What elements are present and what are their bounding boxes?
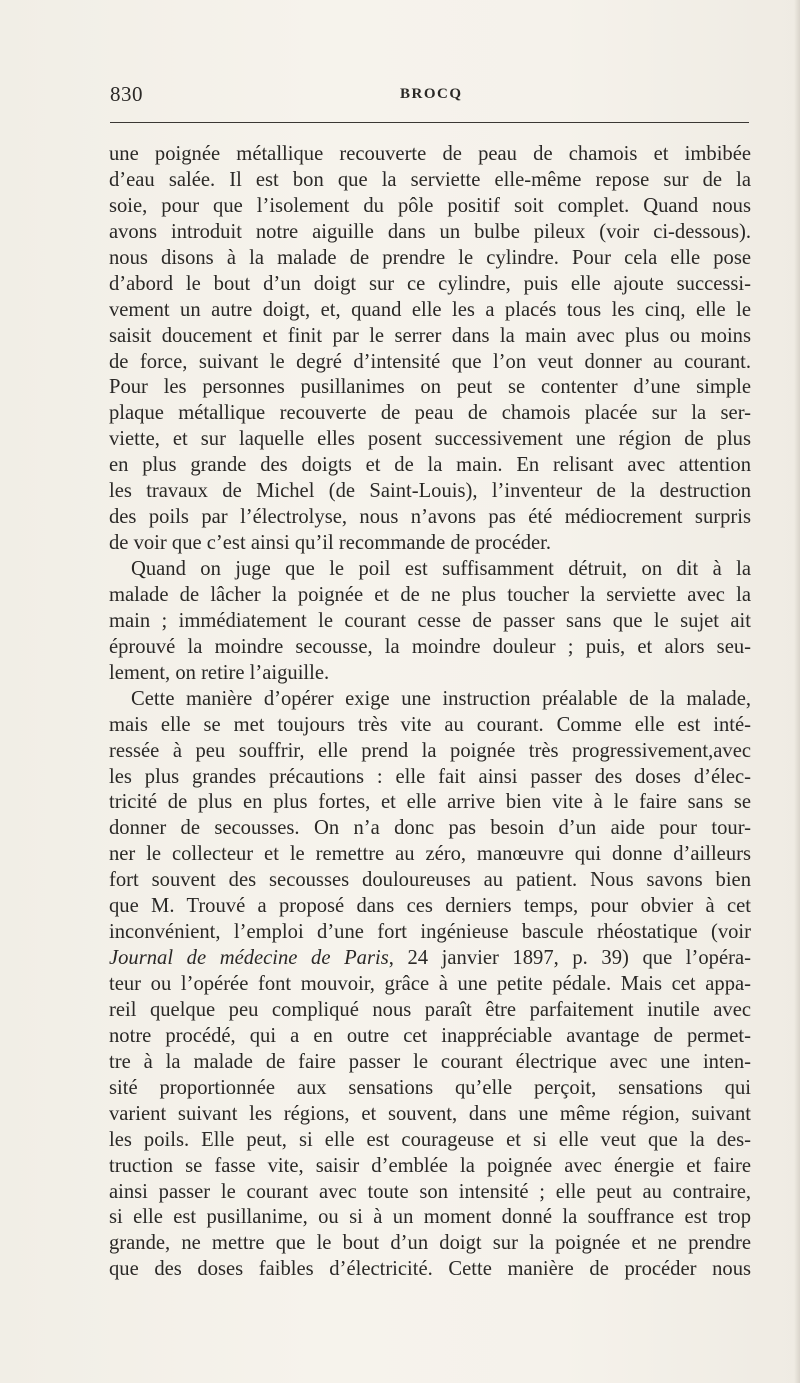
text-line: avons introduit notre aiguille dans un bulbe pileux (voir ci-dessous). [109, 220, 751, 243]
text-line: mais elle se met toujours très vite au courant. Comme elle est inté- [109, 713, 751, 736]
text-line: plaque métallique recouverte de peau de chamois placée sur la ser- [109, 402, 751, 425]
text-line: donner de secousses. On n’a donc pas besoin d’un aide pour tour- [109, 817, 751, 840]
text-line: grande, ne mettre que le bout d’un doigt sur la poignée et ne prendre [109, 1232, 751, 1255]
text-line: ainsi passer le courant avec toute son intensité ; elle peut au contraire, [109, 1180, 751, 1203]
page-number: 830 [110, 82, 143, 106]
text-line: en plus grande des doigts et de la main. En relisant avec attention [109, 454, 751, 477]
text-line: des poils par l’électrolyse, nous n’avons pas été médiocrement surpris [109, 506, 751, 529]
text-line: saisit doucement et finit par le serrer dans la main avec plus ou moins [109, 324, 751, 347]
text-line: les travaux de Michel (de Saint-Louis), l’inventeur de la destruction [109, 480, 751, 503]
text-line: tre à la malade de faire passer le courant électrique avec une inten- [109, 1050, 751, 1073]
header-rule [110, 122, 749, 123]
text-line: tricité de plus en plus fortes, et elle arrive bien vite à le faire sans se [109, 791, 751, 814]
text-line: que M. Trouvé a proposé dans ces derniers temps, pour obvier à cet [109, 895, 751, 918]
text-line: inconvénient, l’emploi d’une fort ingénieuse bascule rhéostatique (voir [109, 921, 751, 944]
text-line: de force, suivant le degré d’intensité que l’on veut donner au courant. [109, 350, 751, 373]
text-line: Quand on juge que le poil est suffisamment détruit, on dit à la [131, 558, 751, 580]
text-line: les poils. Elle peut, si elle est courageuse et si elle veut que la des- [109, 1128, 751, 1151]
text-line: nous disons à la malade de prendre le cylindre. Pour cela elle pose [109, 246, 751, 269]
text-line: notre procédé, qui a en outre cet inappréciable avantage de permet- [109, 1024, 751, 1047]
text-line: ner le collecteur et le remettre au zéro, manœuvre qui donne d’ailleurs [109, 843, 751, 866]
journal-title: Journal de médecine de Paris [109, 947, 389, 970]
text-line: d’abord le bout d’un doigt sur ce cylindre, puis elle ajoute successi- [109, 272, 751, 295]
body-text [109, 142, 751, 1283]
text-line: vement un autre doigt, et, quand elle les a placés tous les cinq, elle le [109, 298, 751, 321]
page-header [110, 82, 750, 112]
text-line: soie, pour que l’isolement du pôle positif soit complet. Quand nous [109, 194, 751, 217]
text-line: que des doses faibles d’électricité. Cette manière de procéder nous [109, 1258, 751, 1281]
page-edge-shadow [794, 0, 800, 1383]
citation-rest: , 24 janvier 1897, p. 39) que l’opéra- [388, 947, 751, 970]
text-line: si elle est pusillanime, ou si à un moment donné la souffrance est trop [109, 1206, 751, 1229]
text-line: malade de lâcher la poignée et de ne plus toucher la serviette avec la [109, 583, 751, 606]
running-head: BROCQ [400, 86, 463, 102]
text-line: d’eau salée. Il est bon que la serviette elle-même repose sur de la [109, 168, 751, 191]
text-line: varient suivant les régions, et souvent, dans une même région, suivant [109, 1102, 751, 1125]
text-line: sité proportionnée aux sensations qu’elle perçoit, sensations qui [109, 1076, 751, 1099]
text-line: ressée à peu souffrir, elle prend la poignée très progressivement,avec [109, 739, 751, 762]
text-line-with-citation [109, 946, 751, 972]
text-line: Pour les personnes pusillanimes on peut se contenter d’une simple [109, 376, 751, 399]
text-line: main ; immédiatement le courant cesse de passer sans que le sujet ait [109, 609, 751, 632]
text-line: reil quelque peu compliqué nous paraît être parfaitement inutile avec [109, 998, 751, 1021]
text-line: truction se fasse vite, saisir d’emblée la poignée avec énergie et faire [109, 1154, 751, 1177]
text-line: lement, on retire l’aiguille. [109, 661, 330, 684]
text-line: une poignée métallique recouverte de peau de chamois et imbibée [109, 143, 751, 165]
text-line: éprouvé la moindre secousse, la moindre douleur ; puis, et alors seu- [109, 635, 751, 658]
text-line: fort souvent des secousses douloureuses au patient. Nous savons bien [109, 869, 751, 892]
text-line: teur ou l’opérée font mouvoir, grâce à une petite pédale. Mais cet appa- [109, 973, 751, 995]
text-line: viette, et sur laquelle elles posent successivement une région de plus [109, 428, 751, 451]
text-line: Cette manière d’opérer exige une instruction préalable de la malade, [131, 687, 751, 710]
text-line: les plus grandes précautions : elle fait ainsi passer des doses d’élec- [109, 765, 751, 788]
text-line: de voir que c’est ainsi qu’il recommande de procéder. [109, 532, 552, 555]
